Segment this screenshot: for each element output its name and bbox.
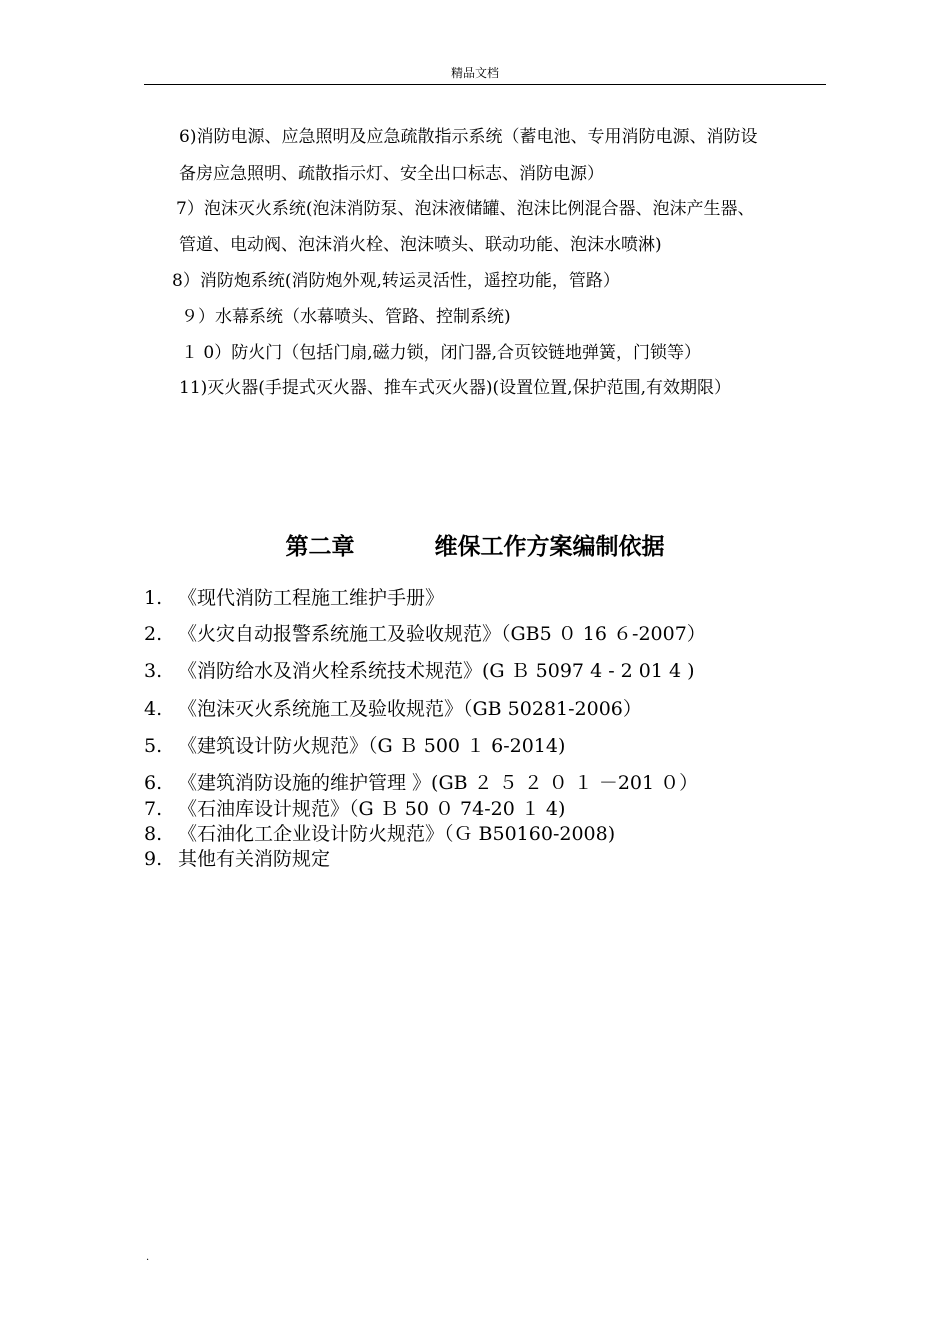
reference-number: 1. [144,587,163,609]
system-item-8: 8）消防炮系统(消防炮外观,转运灵活性，遥控功能，管路） [172,271,620,291]
reference-text: 《建筑设计防火规范》（G Ｂ 500 １ 6-2014) [178,735,566,757]
reference-number: 3. [144,660,163,682]
reference-text: 其他有关消防规定 [178,848,331,870]
reference-number: 7. [144,798,163,820]
reference-item [144,622,706,646]
reference-number: 2. [144,623,163,645]
footer-mark: . [146,1252,150,1263]
reference-number: 5. [144,735,163,757]
reference-number: 4. [144,698,163,720]
system-item-11: 11)灭火器(手提式灭火器、推车式灭火器)(设置位置,保护范围,有效期限） [179,378,731,398]
reference-text: 《现代消防工程施工维护手册》 [178,587,445,609]
reference-item [144,771,698,795]
reference-item [144,586,444,610]
reference-text: 《泡沫灭火系统施工及验收规范》（GB 50281-2006） [178,698,642,720]
reference-item [144,797,565,821]
header-divider [144,84,826,85]
system-item-9: ９）水幕系统（水幕喷头、管路、控制系统) [181,307,511,327]
reference-item [144,822,615,846]
system-item-6-line-1: 6)消防电源、应急照明及应急疏散指示系统（蓄电池、专用消防电源、消防设 [179,127,758,147]
reference-text: 《火灾自动报警系统施工及验收规范》（GB5 ０ 16 ６-2007） [178,623,706,645]
reference-text: 《消防给水及消火栓系统技术规范》(G Ｂ 5097 4 - 2 01 4 ) [178,660,695,682]
reference-item [144,659,695,683]
reference-item [144,847,330,871]
system-item-6-line-2: 备房应急照明、疏散指示灯、安全出口标志、消防电源） [179,164,604,184]
reference-item [144,697,642,721]
reference-item [144,734,565,758]
chapter-heading: 第二章 维保工作方案编制依据 [285,534,665,560]
page-header-title: 精品文档 [450,66,499,80]
system-item-7-line-2: 管道、电动阀、泡沫消火栓、泡沫喷头、联动功能、泡沫水喷淋) [179,235,662,255]
reference-text: 《石油化工企业设计防火规范》（Ｇ B50160-2008) [178,823,616,845]
reference-text: 《建筑消防设施的维护管理 》(GB ２ ５ ２ ０ １ －201 ０） [178,772,699,794]
reference-text: 《石油库设计规范》（G Ｂ 50 ０ 74-20 １ 4) [178,798,566,820]
reference-number: 6. [144,772,163,794]
system-item-7-line-1: 7）泡沫灭火系统(泡沫消防泵、泡沫液储罐、泡沫比例混合器、泡沫产生器、 [176,199,755,219]
reference-number: 8. [144,823,163,845]
system-item-10: １ 0）防火门（包括门扇,磁力锁，闭门器,合页铰链地弹簧，门锁等） [181,343,702,363]
reference-number: 9. [144,848,163,870]
